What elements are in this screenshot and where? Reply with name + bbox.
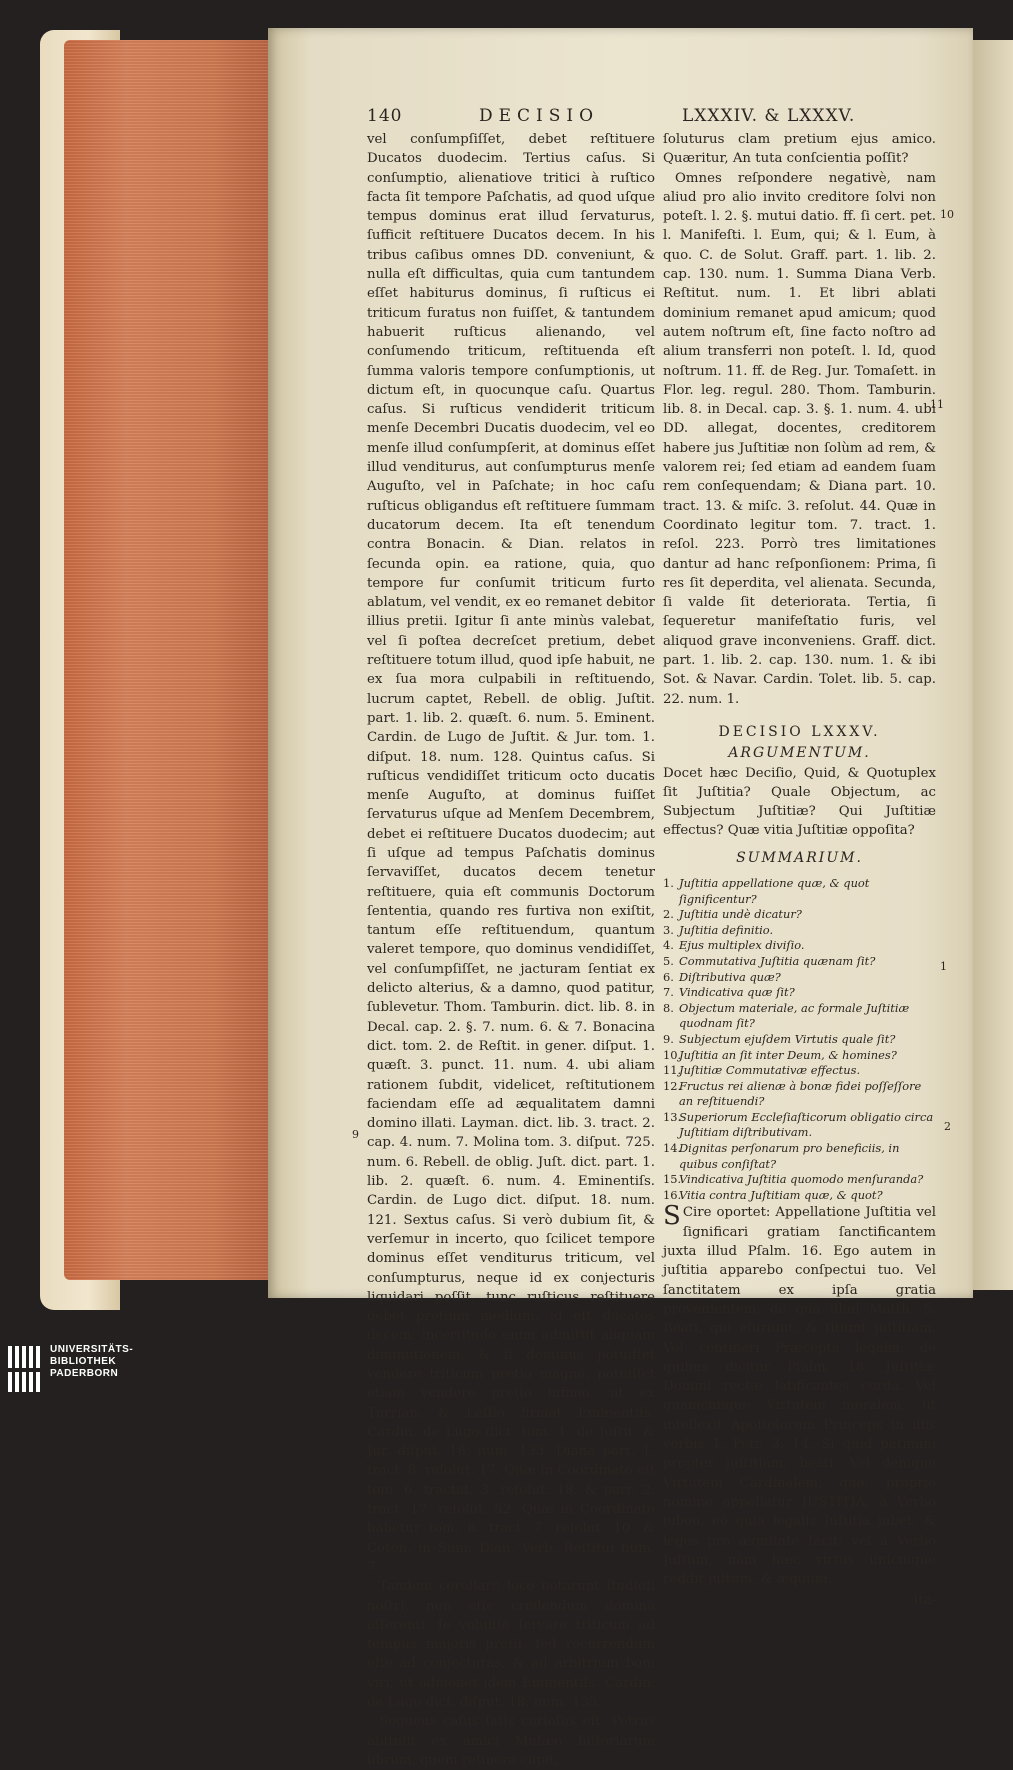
- list-item: 8. Objectum materiale, ac formale Juſtitiæ quodnam ſit?: [663, 1000, 910, 1031]
- argumentum-heading: ARGUMENTUM.: [728, 745, 871, 762]
- list-item: 5. Commutativa Juſtitia quænam ſit?: [663, 953, 876, 968]
- list-item: 11.Juſtitiæ Commutativæ effectus.: [663, 1063, 861, 1078]
- paragraph: Omnes reſpondere negativè, nam aliud pro alio invito creditore ſolvi non poteſt. l. 2. §. mutui datio. ff. ſi cert. pet. l. Manifeſti. l. Eum, qui; & l. Eum, à quo. C. de Solut. Graff. part. 1. lib. 2. cap. 130. num. 1. Summa Diana Verb. Reſtitut. num. 1. Et libri ablati dominium remanet apud amicum; quod autem noſtrum eſt, ſine facto noſtro ad alium transferri non poteſt. l. Id, quod noſtrum. 11. ff. de Reg. Jur. Tomaſett. in Flor. leg. regul. 280. Thom. Tamburin. lib. 8. in Decal. cap. 3. §. 1. num. 4. ubi DD. allegat, docentes, creditorem habere jus Juſtitiæ non ſolùm ad rem, & valorem rei; ſed etiam ad eandem ſuam rem conſequendam; & Diana part. 10. tract. 13. & miſc. 3. reſolut. 44. Quæ in Coordinato legitur tom. 7. tract. 1. reſol. 223. Porrò tres limitationes dantur ad hanc reſponſionem: Prima, ſi res ſit deperdita, vel alienata. Secunda, ſi valde ſit deteriorata. Tertia, ſi ſequeretur manifeſtatio furis, vel aliquod grave inconveniens. Graff. dict. part. 1. lib. 2. cap. 130. num. 1. & ibi Sot. & Navar. Cardin. Tolet. lib. 5. cap. 22. num. 1.: [663, 170, 936, 707]
- margin-number: 11: [930, 398, 944, 411]
- library-name-line: PADERBORN: [50, 1368, 119, 1379]
- paragraph: Sequens caſus ſatis curioſus eſt: Petrus abſtulit ex amici Muſæo hiſtoriarum librum, quem retinere cupit,: [367, 1714, 655, 1768]
- paragraph: vel conſumpſiſſet, debet reſtituere Ducatos duodecim. Tertius caſus. Si conſumptio, alienatiove tritici à ruſtico facta ſit tempore Paſchatis, ad quod uſque tempus dominus erat illud ſervaturus, ſufficit reſtituere Ducatos decem. In his tribus caſibus omnes DD. conveniunt, & nulla eſt difficultas, quia cum tantundem eſſet habiturus dominus, ſi ruſticus ei triticum furatus non fuiſſet, & tantundem habuerit ruſticus alienando, vel conſumendo triticum, reſtituenda eſt ſumma valoris tempore conſumptionis, ut dictum eſt, in quocunque caſu. Quartus caſus. Si ruſticus vendiderit triticum menſe Decembri Ducatis duodecim, vel eo menſe illud conſumpſerit, at dominus eſſet illud venditurus, aut conſumpturus menſe Auguſto, vel in Paſchate; in hoc caſu ruſticus obligandus eſt reſtituere ſummam ducatorum decem. Ita eſt tenendum contra Bonacin. & Dian. relatos in ſecunda opin. ea ratione, quia, quo tempore fur conſumit triticum furto ablatum, vel vendit, ex eo remanet debitor illius pretii. Igitur ſi ante minùs valebat, vel ſi poſtea decreſcet pretium, debet reſtituere totum illud, quod ipſe habuit, ne ex ſua mora culpabili in reſtituendo, lucrum captet, Rebell. de oblig. Juſtit. part. 1. lib. 2. quæſt. 6. num. 5. Eminent. Cardin. de Lugo de Juſtit. & Jur. tom. 1. diſput. 18. num. 128. Quintus caſus. Si ruſticus vendidiſſet triticum octo ducatis menſe Auguſto, at dominus fuiſſet ſervaturus uſque ad Menſem Decembrem, debet ei reſtituere Ducatos duodecim; aut ſi uſque ad tempus Paſchatis dominus ſervaviſſet, ducatos decem tenetur reſtituere, quia eſt communis Doctorum ſententia, quando res furtiva non exiſtit, tantum eſſe reſtituendum, quantum valeret tempore, quo dominus vendidiſſet, vel conſumpſiſſet, ne jacturam ſentiat ex delicto alterius, & a damno, quod patitur, ſublevetur. Thom. Tamburin. dict. lib. 8. in Decal. cap. 2. §. 7. num. 6. & 7. Bonacina dict. tom. 2. de Reſtit. in gener. diſput. 1. quæſt. 3. punct. 11. num. 4. ubi aliam rationem ſubdit, videlicet, reſtitutionem faciendam eſſe ad æqualitatem damni domino illati. Layman. dict. lib. 3. tract. 2. cap. 4. num. 7. Molina tom. 3. diſput. 725. num. 6. Rebell. de oblig. Juſt. dict. part. 1. lib. 2. quæſt. 6. num. 4. Eminentiſs. Cardin. de Lugo dict. diſput. 18. num. 121. Sextus caſus. Si verò dubium ſit, & verſemur in incerto, quo ſcilicet tempore dominus eſſet venditurus triticum, vel conſumpturus, neque id ex conjecturis liquidari poſſit, tunc ruſticus reſtituere debet pretium medium, id eſt ducatos decem; incertitudo enim admittit aliquam diminutionem, & ſi dominus potuiſſet vendere triticum pretio magno, potuiſſet etiam vendere pretio infimo, ut ex Turrian. & Leſſio firmat Eminentiſs. Cardin. de Lugo dict. tom. 1. de Juſtit. & Jur. diſput. 18. num. 133. Diana part. 1. tract. 8. reſolut. 17. Quæ in Coordinato eſt tom. 6. tractat. 3. reſolut. 18. & parr. 2. tract. 17. reſolut. 52. Quæ in Coordinato habetur tom. 8. tract. 7. reſolut. 10. & Coton. in Sum. Dian. Verb. Reſtitui num. 7.: [367, 132, 655, 1575]
- list-item: 1. Juſtitia appellatione quæ, & quot ſignificentur?: [663, 875, 870, 906]
- right-text-column: [663, 130, 936, 1611]
- list-item: 3. Juſtitia definitio.: [663, 922, 774, 937]
- library-logo: [0, 1330, 140, 1394]
- list-item: 2. Juſtitia undè dicatur?: [663, 907, 802, 922]
- facing-page-edge: [973, 40, 1013, 1290]
- list-item: 6. Diſtributiva quæ?: [663, 969, 781, 984]
- argumentum-text: Docet hæc Deciſio, Quid, & Quotuplex ſit Juſtitia? Quale Objectum, ac Subjectum Juſtitiæ? Qui Juſtitiæ effectus? Quæ vitia Juſtitiæ oppoſita?: [663, 765, 936, 839]
- book-fore-edge: [64, 40, 274, 1280]
- summarium-heading: SUMMARIUM.: [736, 849, 863, 866]
- left-text-column: [367, 130, 655, 1770]
- list-item: 10.Juſtitia an ſit inter Deum, & homines?: [663, 1047, 897, 1062]
- list-item: 15.Vindicativa Juſtitia quomodo menſuranda?: [663, 1172, 924, 1187]
- catchword: Ita-: [912, 1593, 936, 1609]
- summarium-list: [663, 876, 936, 1203]
- list-item: 16.Vitia contra Juſtitiam quæ, & quot?: [663, 1187, 883, 1202]
- paragraph: Tandem corollarii loco notarunt ſtudioſi noſtri, non eſſe credendum domino aſſerenti, ſe voluiſſe ſervare triticum ad tempus majoris pretii, ſed recurrendum eſſe ad conjecturas, & ad arbitrium boni viri, ut admonet idem Eminentiſs. Cardin. de Lugo dict. diſput. 18. num. 135.: [367, 1579, 655, 1711]
- list-item: 14.Dignitas perſonarum pro beneficiis, in quibus conſiſtat?: [663, 1141, 900, 1171]
- list-item: 7. Vindicativa quæ ſit?: [663, 985, 795, 1000]
- margin-number: 1: [940, 960, 947, 973]
- library-name-line: BIBLIOTHEK: [50, 1356, 117, 1367]
- decisio-title: DECISIO LXXXV.: [718, 723, 881, 740]
- library-logo-icon: [6, 1342, 46, 1394]
- list-item: 9. Subjectum ejuſdem Virtutis quale ſit?: [663, 1031, 896, 1046]
- running-head-decision-numbers: LXXXIV. & LXXXV.: [682, 106, 856, 126]
- running-head-section: DECISIO: [479, 106, 600, 126]
- list-item: 4. Ejus multiplex diviſio.: [663, 938, 805, 953]
- paragraph: ſoluturus clam pretium ejus amico. Quæritur, An tuta conſcientia poſſit?: [663, 132, 936, 167]
- margin-number: 10: [940, 208, 954, 221]
- running-head: [367, 106, 857, 132]
- page-number: 140: [367, 106, 403, 126]
- list-item: 13.Superiorum Eccleſiaſticorum obligatio circa Juſtitiam diſtributivam.: [663, 1109, 934, 1140]
- decisio-body-text: SCire oportet: Appellatione Juſtitia vel ſignificari gratiam ſanctificantem juxta illud Pſalm. 16. Ego autem in juſtitia apparebo conſpectui tuo. Vel ſanctitatem ex ipſa gratia provenientem, de qua illud Matth. 5. Beati, qui eſuriunt, & ſitiunt juſtitiam. Vel contineri Præcepta legalia, de quibus dicitur Pſalm. 18. Juſtitiæ Domini rectæ latificantes corda. Vel quamcunque Virtutem moralem, ut intellexit Apoſtolorum Princeps in illis verbis 1. Petr. 3. 14. Si quid patimini propter juſtitiam, beati. Vel denique Virtutem Cardinalem, quæ proprio nomine appellatur JUSTITIA, à Verbo jubeo, eò quia legalis Juſtitia jubet, & leges pro æquitate facit: vel à Verbo Juſtum, nam hæc virtus unicuique reddit juſtum, & æquum.: [663, 1201, 936, 1588]
- list-item: 12.Fructus rei alienæ à bonæ fidei poſſeſſore an reſtituendi?: [663, 1078, 922, 1109]
- library-name: [50, 1344, 133, 1380]
- margin-number: 2: [944, 1120, 951, 1133]
- margin-number: 9: [352, 1128, 359, 1141]
- library-name-line: UNIVERSITÄTS-: [50, 1344, 134, 1355]
